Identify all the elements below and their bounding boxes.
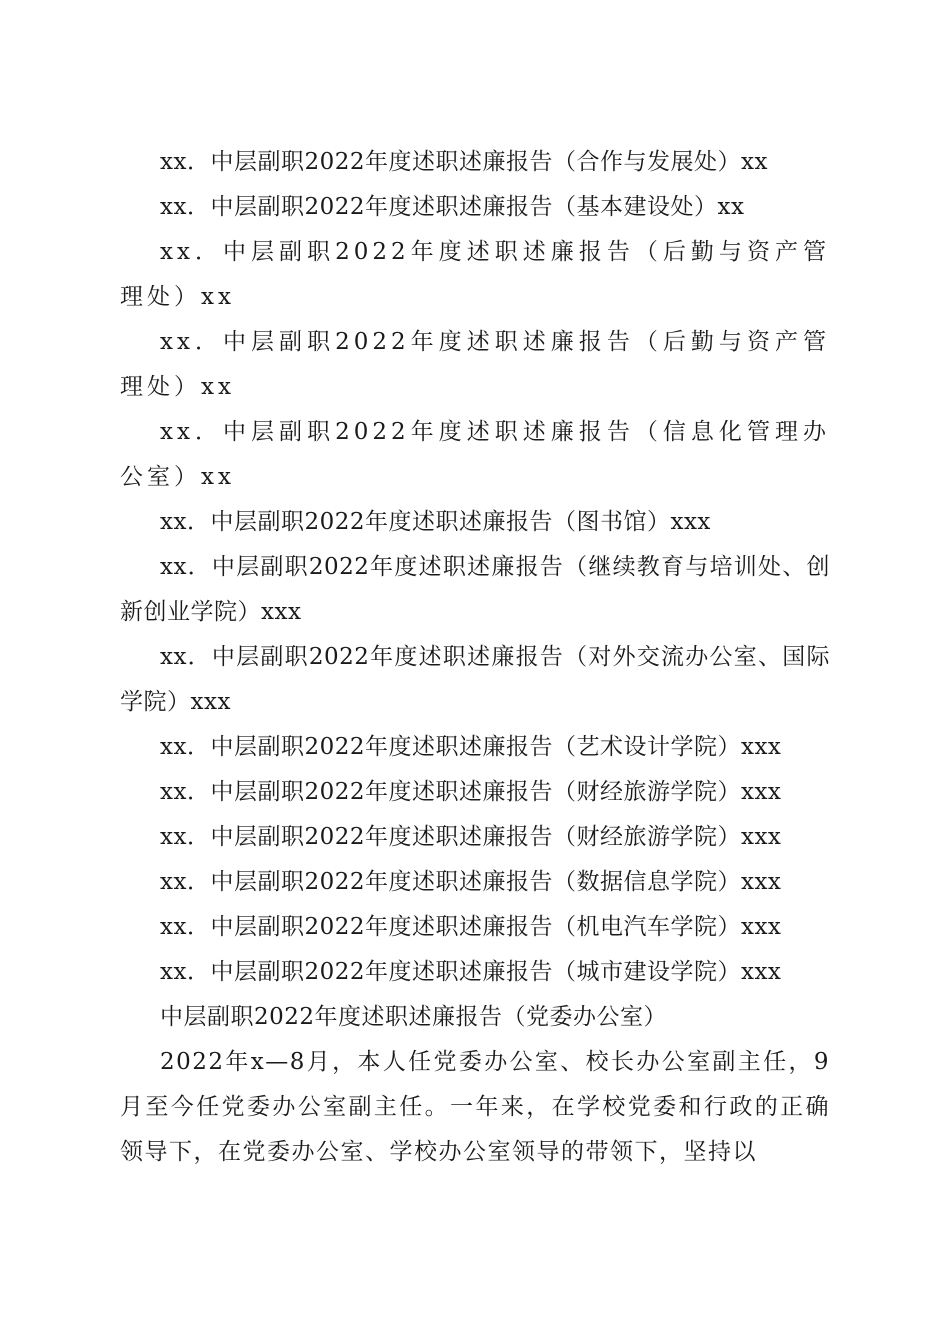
toc-item: xx．中层副职2022年度述职述廉报告（后勤与资产管理处）xx: [120, 329, 830, 400]
toc-item: xx．中层副职2022年度述职述廉报告（城市建设学院）xxx: [160, 959, 782, 985]
toc-item: xx．中层副职2022年度述职述廉报告（财经旅游学院）xxx: [160, 779, 782, 805]
document-page: [120, 140, 830, 1175]
toc-item: xx．中层副职2022年度述职述廉报告（图书馆）xxx: [160, 509, 711, 535]
toc-item: xx．中层副职2022年度述职述廉报告（财经旅游学院）xxx: [160, 824, 782, 850]
body-paragraph: 2022年x—8月，本人任党委办公室、校长办公室副主任，9月至今任党委办公室副主任。一年来，在学校党委和行政的正确领导下，在党委办公室、学校办公室领导的带领下，坚持以: [120, 1049, 830, 1165]
toc-item: xx．中层副职2022年度述职述廉报告（对外交流办公室、国际学院）xxx: [120, 644, 830, 715]
section-title: 中层副职2022年度述职述廉报告（党委办公室）: [160, 1004, 668, 1030]
toc-item: xx．中层副职2022年度述职述廉报告（继续教育与培训处、创新创业学院）xxx: [120, 554, 830, 625]
toc-item: xx．中层副职2022年度述职述廉报告（基本建设处）xx: [160, 194, 745, 220]
toc-item: xx．中层副职2022年度述职述廉报告（后勤与资产管理处）xx: [120, 239, 830, 310]
toc-item: xx．中层副职2022年度述职述廉报告（合作与发展处）xx: [160, 149, 768, 175]
toc-item: xx．中层副职2022年度述职述廉报告（艺术设计学院）xxx: [160, 734, 782, 760]
toc-item: xx．中层副职2022年度述职述廉报告（信息化管理办公室）xx: [120, 419, 830, 490]
toc-item: xx．中层副职2022年度述职述廉报告（数据信息学院）xxx: [160, 869, 782, 895]
toc-item: xx．中层副职2022年度述职述廉报告（机电汽车学院）xxx: [160, 914, 782, 940]
